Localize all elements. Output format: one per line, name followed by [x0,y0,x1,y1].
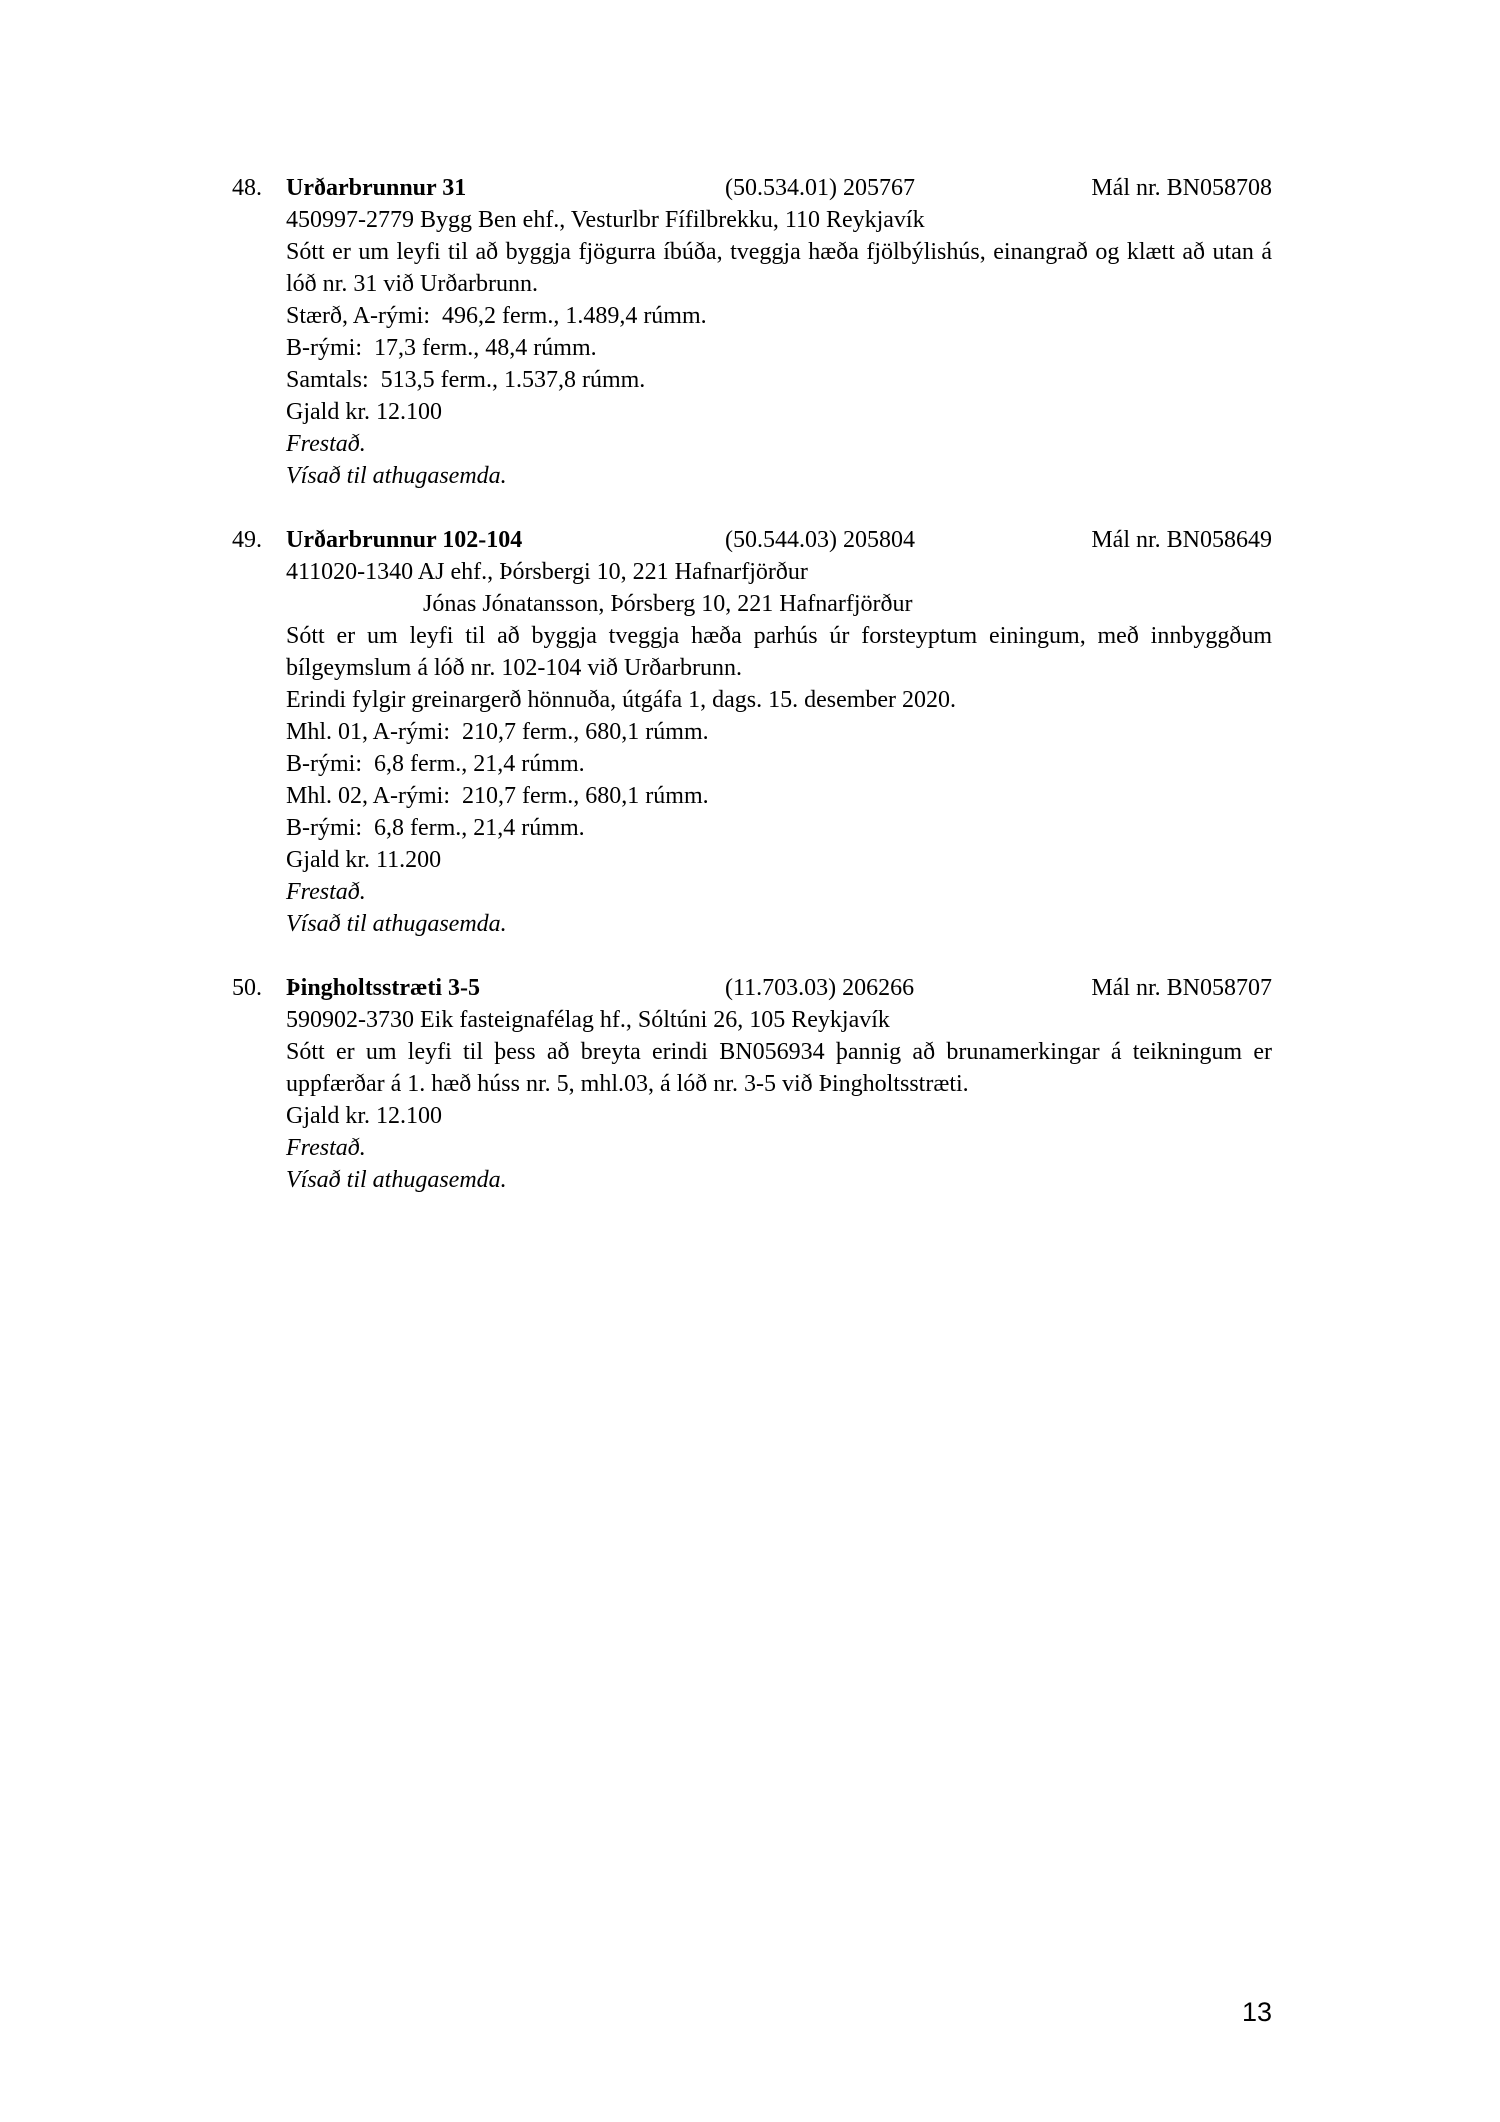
decision-line: Vísað til athugasemda. [286,911,507,937]
owner-address: 450997-2779 Bygg Ben ehf., Vesturlbr Fífilbrekku, 110 Reykjavík [286,207,925,233]
item-title: Urðarbrunnur 102-104 [286,527,523,553]
item-number: 49. [232,527,262,553]
permit-item [0,524,1500,940]
item-number: 50. [232,975,262,1001]
item-header [0,524,1500,556]
item-title: Þingholtsstræti 3-5 [286,975,480,1001]
property-code: (50.534.01) 205767 [725,175,915,201]
page-number: 13 [1241,1997,1272,2027]
application-text: Sótt er um leyfi til að byggja fjögurra íbúða, tveggja hæða fjölbýlishús, einangrað og klætt að utan á lóð nr. 31 við Urðarbrunn. [286,239,1272,297]
item-body [286,204,1272,492]
detail-line: B-rými: 17,3 ferm., 48,4 rúmm. [286,335,597,361]
application-text: Sótt er um leyfi til að byggja tveggja hæða parhús úr forsteyptum einingum, með innbyggðum bílgeymslum á lóð nr. 102-104 við Urðarbrunn. [286,623,1272,681]
item-number: 48. [232,175,262,201]
decision-line: Frestað. [286,879,366,905]
item-body [286,1004,1272,1196]
detail-line: Erindi fylgir greinargerð hönnuða, útgáfa 1, dags. 15. desember 2020. [286,687,957,713]
case-number: Mál nr. BN058649 [1091,527,1272,553]
decision-line: Vísað til athugasemda. [286,463,507,489]
case-number: Mál nr. BN058708 [1091,175,1272,201]
detail-line: Gjald kr. 12.100 [286,1103,442,1129]
application-text: Sótt er um leyfi til þess að breyta erindi BN056934 þannig að brunamerkingar á teikningum er uppfærðar á 1. hæð húss nr. 5, mhl.03, á lóð nr. 3-5 við Þingholtsstræti. [286,1039,1272,1097]
item-body [286,556,1272,940]
detail-line: B-rými: 6,8 ferm., 21,4 rúmm. [286,751,585,777]
decision-line: Frestað. [286,1135,366,1161]
owner-address: 411020-1340 AJ ehf., Þórsbergi 10, 221 Hafnarfjörður [286,559,808,585]
decision-line: Frestað. [286,431,366,457]
permit-item [0,172,1500,492]
permit-item [0,972,1500,1196]
detail-line: Gjald kr. 11.200 [286,847,442,873]
detail-line: Gjald kr. 12.100 [286,399,442,425]
detail-line: Samtals: 513,5 ferm., 1.537,8 rúmm. [286,367,646,393]
decision-line: Vísað til athugasemda. [286,1167,507,1193]
detail-line: Stærð, A-rými: 496,2 ferm., 1.489,4 rúmm. [286,303,707,329]
detail-line: B-rými: 6,8 ferm., 21,4 rúmm. [286,815,585,841]
property-code: (11.703.03) 206266 [725,975,915,1001]
case-number: Mál nr. BN058707 [1091,975,1272,1001]
item-header [0,972,1500,1004]
detail-line: Mhl. 02, A-rými: 210,7 ferm., 680,1 rúmm. [286,783,709,809]
permit-items [0,172,1500,1228]
contact-address: Jónas Jónatansson, Þórsberg 10, 221 Hafnarfjörður [423,591,913,617]
detail-line: Mhl. 01, A-rými: 210,7 ferm., 680,1 rúmm. [286,719,709,745]
item-header [0,172,1500,204]
item-title: Urðarbrunnur 31 [286,175,467,201]
owner-address: 590902-3730 Eik fasteignafélag hf., Sóltúni 26, 105 Reykjavík [286,1007,890,1033]
property-code: (50.544.03) 205804 [725,527,915,553]
